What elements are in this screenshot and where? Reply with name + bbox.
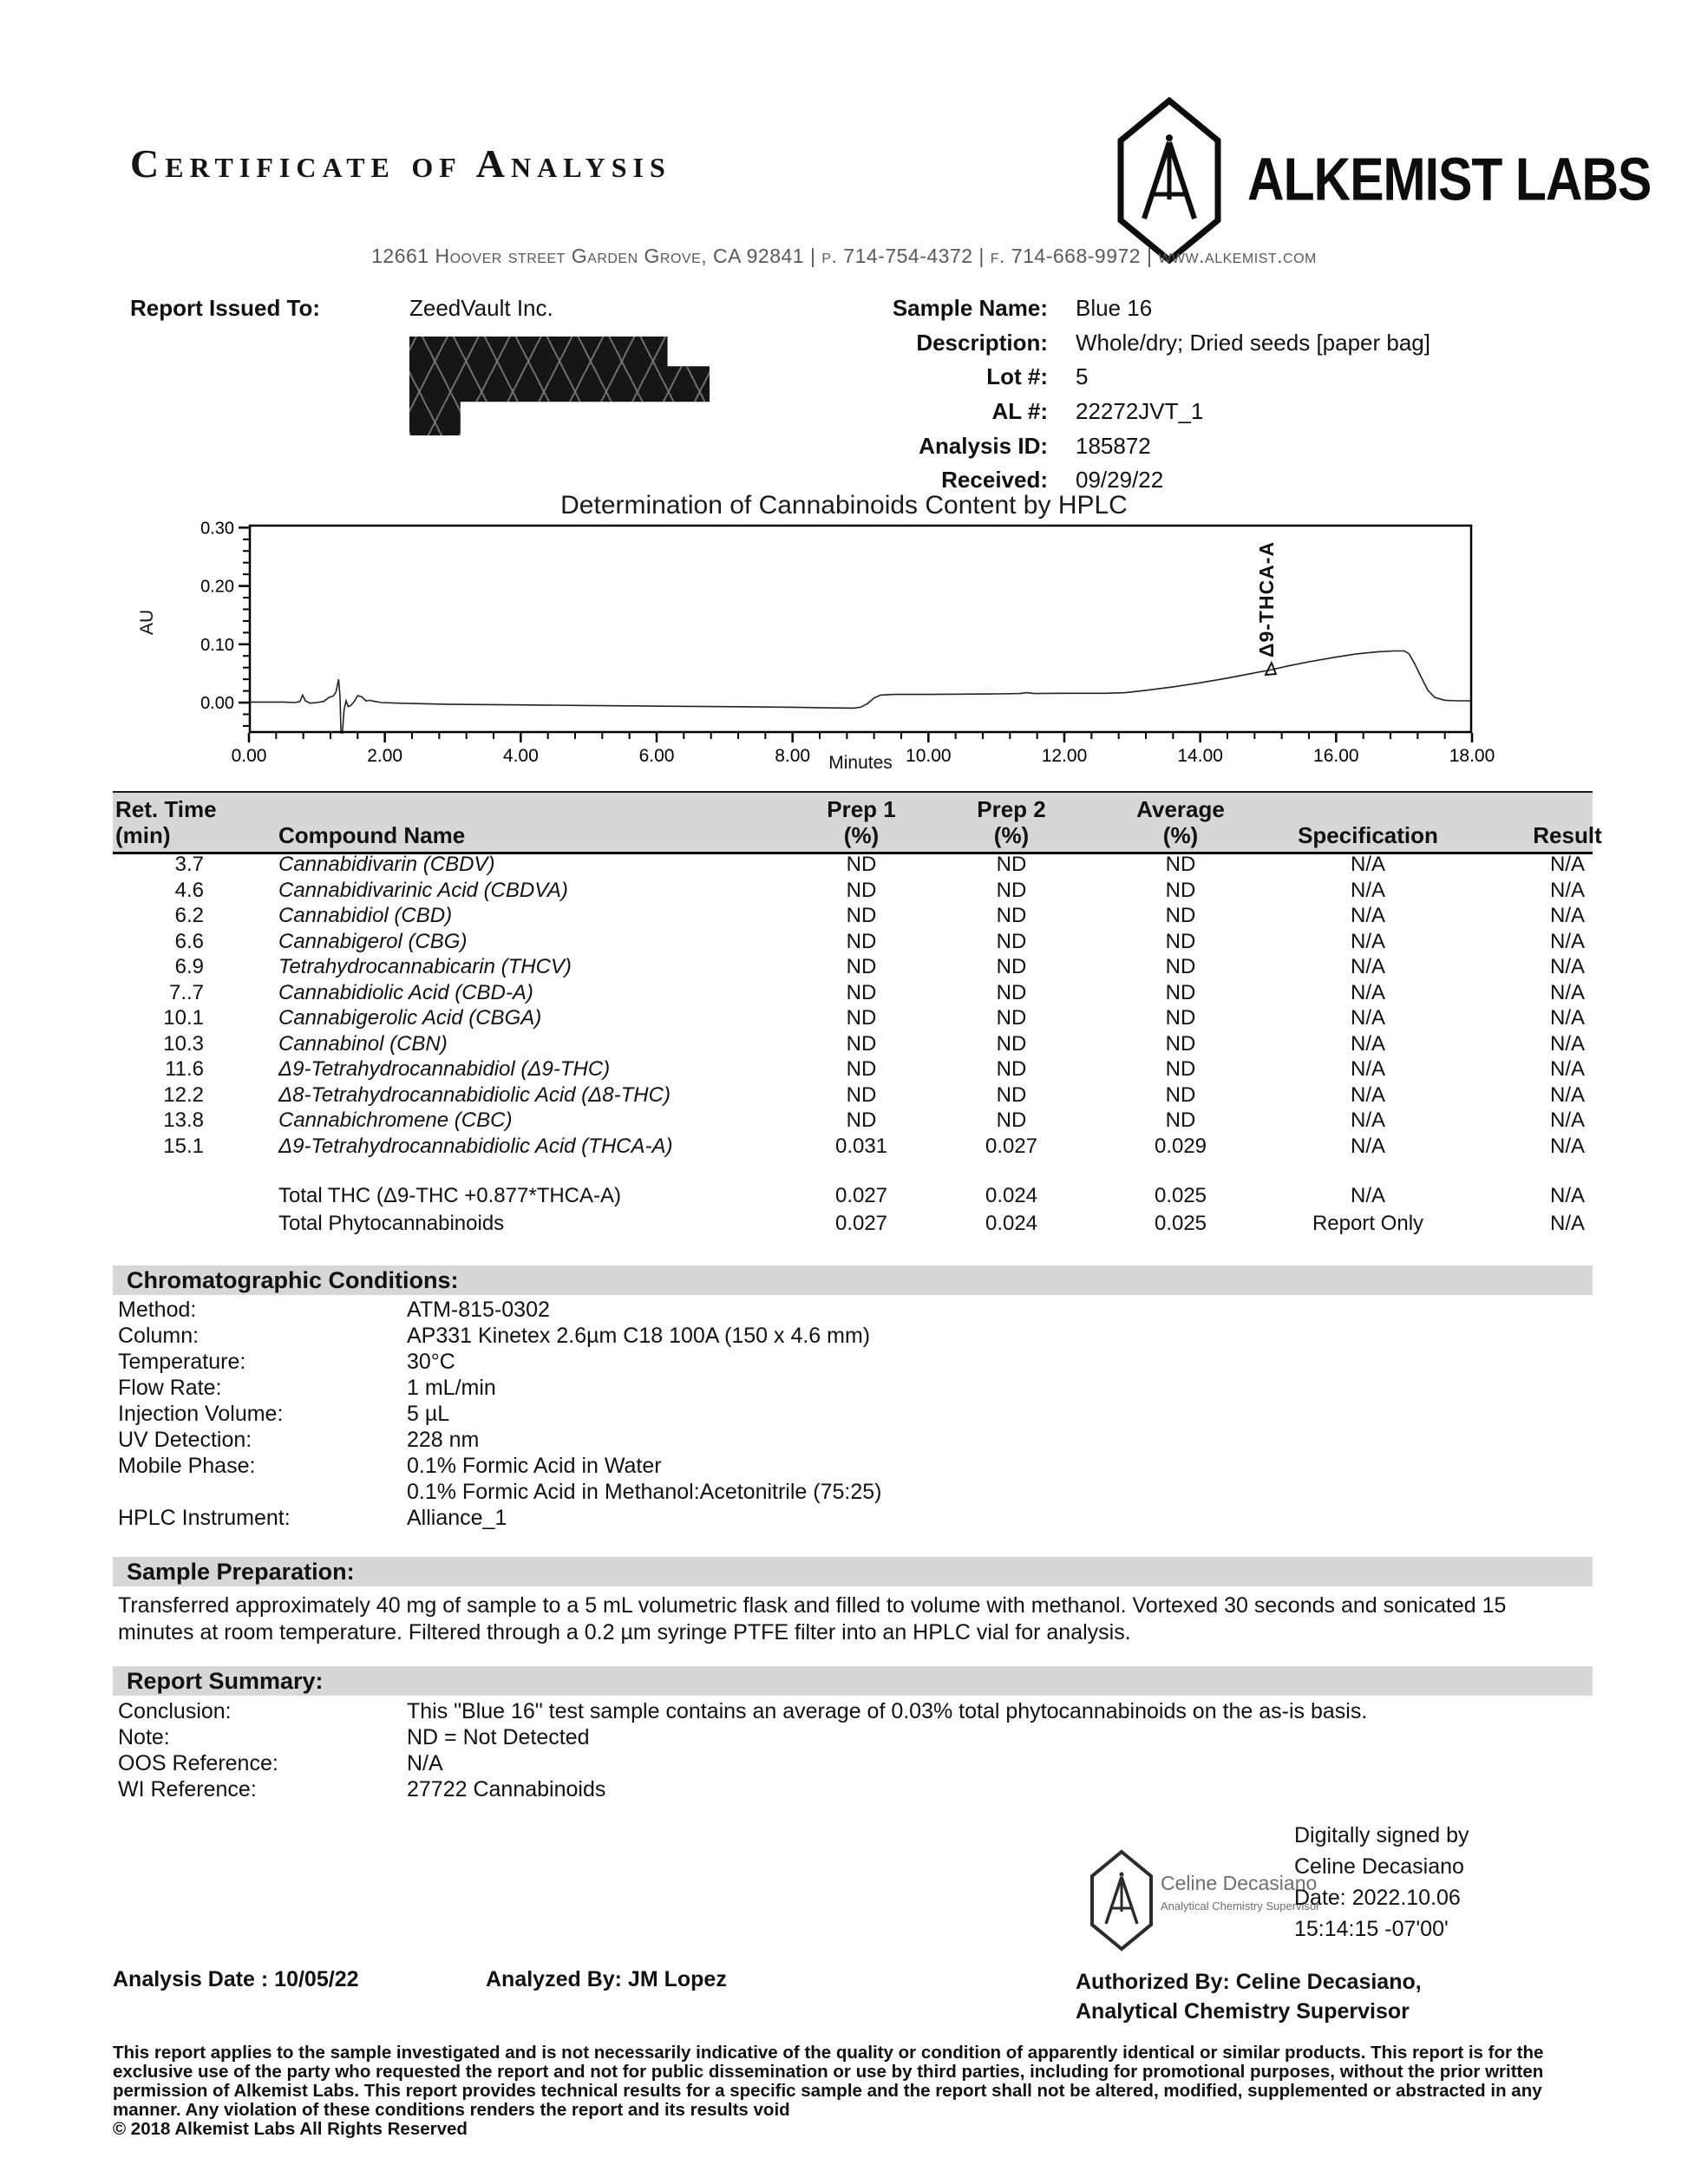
summary-row xyxy=(118,1777,605,1802)
ret-time: 15.1 xyxy=(163,1134,204,1158)
average-value: ND xyxy=(1165,1082,1196,1107)
specification-value: N/A xyxy=(1350,980,1385,1004)
compound-name: Δ8-Tetrahydrocannabidiolic Acid (Δ8-THC) xyxy=(278,1082,671,1107)
ret-time: 12.2 xyxy=(163,1082,204,1107)
prep1-value: ND xyxy=(846,929,877,953)
summary-label: Conclusion: xyxy=(118,1699,232,1723)
field-label: Sample Name: xyxy=(892,295,1048,321)
ret-time: 7..7 xyxy=(168,980,204,1004)
issued-to-value: ZeedVault Inc. xyxy=(409,295,553,321)
prep1-value: ND xyxy=(846,1082,877,1107)
svg-text:0.10: 0.10 xyxy=(200,635,234,655)
specification-value: N/A xyxy=(1350,1134,1385,1158)
svg-text:10.00: 10.00 xyxy=(906,746,952,766)
summary-value: 27722 Cannabinoids xyxy=(407,1777,606,1801)
prep2-value: ND xyxy=(996,1006,1027,1030)
condition-row xyxy=(118,1480,881,1505)
ret-time: 10.1 xyxy=(163,1006,204,1030)
prep2-value: ND xyxy=(996,955,1027,978)
prep1-value: ND xyxy=(846,1108,877,1132)
total-label: Total THC (Δ9-THC +0.877*THCA-A) xyxy=(278,1184,622,1207)
prep1-value: 0.027 xyxy=(834,1184,888,1207)
col-header-prep1: Prep 1 xyxy=(827,796,896,822)
report-summary-section-header: Report Summary: xyxy=(113,1666,1593,1696)
table-row xyxy=(113,1056,1601,1082)
average-value: ND xyxy=(1165,1057,1196,1081)
prep2-value: 0.024 xyxy=(985,1184,1038,1207)
result-value: N/A xyxy=(1549,929,1585,953)
result-value: N/A xyxy=(1549,1212,1585,1235)
average-value: 0.025 xyxy=(1154,1184,1207,1207)
ret-time: 10.3 xyxy=(163,1031,204,1056)
summary-value: N/A xyxy=(407,1751,443,1775)
specification-value: N/A xyxy=(1350,853,1385,876)
ret-time: 4.6 xyxy=(174,878,204,902)
condition-label: Method: xyxy=(118,1298,197,1322)
prep2-value: ND xyxy=(996,1031,1027,1056)
ret-time: 6.6 xyxy=(174,929,204,953)
average-value: 0.025 xyxy=(1154,1212,1207,1235)
digital-signature-line: Digitally signed by xyxy=(1294,1823,1469,1847)
result-value: N/A xyxy=(1549,1057,1585,1081)
digital-signature-line: Celine Decasiano xyxy=(1294,1854,1464,1879)
summary-row xyxy=(118,1699,1367,1724)
condition-value: 1 mL/min xyxy=(407,1376,496,1400)
ret-time: 11.6 xyxy=(165,1057,204,1081)
condition-value: 30°C xyxy=(407,1350,455,1374)
summary-label: OOS Reference: xyxy=(118,1751,278,1775)
x-axis-label: Minutes xyxy=(828,753,893,773)
page-title: Certificate of Analysis xyxy=(130,141,671,186)
prep2-value: ND xyxy=(996,980,1027,1004)
condition-row xyxy=(118,1298,550,1323)
table-row xyxy=(113,1082,1601,1108)
condition-value: ATM-815-0302 xyxy=(407,1298,550,1322)
table-row xyxy=(113,1005,1601,1031)
authorized-by-line1: Authorized By: Celine Decasiano, xyxy=(1076,1970,1422,1994)
signature-seal-icon xyxy=(1089,1849,1154,1952)
y-axis-label: AU xyxy=(137,609,157,635)
specification-value: N/A xyxy=(1350,929,1385,953)
table-row xyxy=(113,1031,1601,1057)
prep1-value: ND xyxy=(846,878,877,902)
authorized-by-line2: Analytical Chemistry Supervisor xyxy=(1076,1999,1410,2024)
svg-text:8.00: 8.00 xyxy=(775,746,811,766)
specification-value: N/A xyxy=(1350,1057,1385,1081)
condition-label: Flow Rate: xyxy=(118,1376,222,1400)
condition-row xyxy=(118,1324,870,1349)
compound-name: Cannabigerolic Acid (CBGA) xyxy=(278,1006,542,1030)
svg-text:0.30: 0.30 xyxy=(200,519,234,539)
field-value: 5 xyxy=(1076,363,1089,389)
compound-name: Cannabidivarinic Acid (CBDVA) xyxy=(278,878,568,902)
average-value: ND xyxy=(1165,853,1196,876)
svg-text:12.00: 12.00 xyxy=(1041,746,1088,766)
summary-label: Note: xyxy=(118,1725,170,1749)
prep2-value: 0.024 xyxy=(985,1212,1038,1235)
prep2-value: ND xyxy=(996,878,1027,902)
condition-value: 228 nm xyxy=(407,1428,480,1452)
svg-text:16.00: 16.00 xyxy=(1313,746,1359,766)
redacted-address-block xyxy=(409,337,710,435)
analysis-date: Analysis Date : 10/05/22 xyxy=(113,1967,359,1991)
prep1-value: 0.027 xyxy=(834,1212,888,1235)
field-value: 22272JVT_1 xyxy=(1076,398,1204,424)
result-value: N/A xyxy=(1549,1031,1585,1056)
condition-value: Alliance_1 xyxy=(407,1506,507,1530)
condition-row xyxy=(118,1428,479,1453)
table-row xyxy=(113,878,1601,904)
condition-row xyxy=(118,1506,507,1531)
svg-text:6.00: 6.00 xyxy=(638,746,675,766)
table-row xyxy=(113,1108,1601,1134)
results-table-header xyxy=(113,791,1602,854)
field-value: Blue 16 xyxy=(1076,295,1153,321)
prep2-value: ND xyxy=(996,904,1027,927)
specification-value: Report Only xyxy=(1312,1212,1424,1235)
field-value: 09/29/22 xyxy=(1076,467,1164,493)
field-value: Whole/dry; Dried seeds [paper bag] xyxy=(1076,330,1430,356)
conditions-section-header: Chromatographic Conditions: xyxy=(113,1265,1593,1295)
signer-name: Celine Decasiano xyxy=(1161,1872,1318,1894)
digital-signature-line: Date: 2022.10.06 xyxy=(1294,1886,1461,1910)
table-row xyxy=(113,980,1601,1006)
average-value: ND xyxy=(1165,929,1196,953)
col-header-pct: (%) xyxy=(1162,822,1199,848)
signer-title: Analytical Chemistry Supervisor xyxy=(1161,1900,1320,1913)
result-value: N/A xyxy=(1549,878,1585,902)
compound-name: Tetrahydrocannabicarin (THCV) xyxy=(278,955,572,978)
average-value: ND xyxy=(1165,1031,1196,1056)
average-value: 0.029 xyxy=(1154,1134,1207,1158)
alkemist-logo-icon xyxy=(1117,97,1221,264)
table-row xyxy=(113,852,1601,878)
condition-row xyxy=(118,1350,455,1375)
compound-name: Cannabigerol (CBG) xyxy=(278,929,468,953)
svg-text:18.00: 18.00 xyxy=(1449,746,1495,766)
sample-prep-section-header: Sample Preparation: xyxy=(113,1557,1593,1586)
specification-value: N/A xyxy=(1350,1082,1385,1107)
sample-prep-text: Transferred approximately 40 mg of sample to a 5 mL volumetric flask and filled to volume with methanol. Vortexed 30 seconds and sonicated 15 minutes at room temperature. Filtered through a 0.2 µm syringe PTFE filter into an HPLC vial for analysis. xyxy=(118,1593,1507,1645)
condition-label: Column: xyxy=(118,1324,200,1348)
prep2-value: 0.027 xyxy=(985,1134,1038,1158)
result-value: N/A xyxy=(1549,1134,1585,1158)
condition-value: 5 µL xyxy=(407,1402,450,1426)
condition-value: 0.1% Formic Acid in Methanol:Acetonitrile (75:25) xyxy=(407,1480,882,1504)
condition-label: Injection Volume: xyxy=(118,1402,284,1426)
totals-row xyxy=(113,1183,1601,1209)
ret-time: 13.8 xyxy=(163,1108,204,1132)
lab-address: 12661 Hoover street Garden Grove, CA 92841 | p. 714-754-4372 | f. 714-668-9972 | www.alkemist.com xyxy=(371,245,1317,267)
specification-value: N/A xyxy=(1350,1031,1385,1056)
table-row xyxy=(113,954,1601,980)
disclaimer-text: This report applies to the sample investigated and is not necessarily indicative of the quality or condition of apparently identical or similar products. This report is for the exclusive use of the party who requested the report and not for public dissemination or use by third parties, including for promotional purposes, without the prior written permission of Alkemist Labs. This report provides technical results for a specific sample and the report shall not be altered, modified, supplemented or abstracted in any manner. Any violation of these conditions renders the report and its results void xyxy=(113,2043,1544,2120)
condition-row xyxy=(118,1402,449,1427)
svg-text:2.00: 2.00 xyxy=(367,746,403,766)
prep1-value: ND xyxy=(846,1031,877,1056)
prep1-value: ND xyxy=(846,904,877,927)
col-header-prep2: Prep 2 xyxy=(977,796,1046,822)
condition-label: UV Detection: xyxy=(118,1428,252,1452)
result-value: N/A xyxy=(1549,853,1585,876)
prep1-value: ND xyxy=(846,853,877,876)
field-label: Analysis ID: xyxy=(919,433,1048,459)
field-label: Lot #: xyxy=(986,363,1048,389)
compound-name: Cannabichromene (CBC) xyxy=(278,1108,513,1132)
col-header-average: Average xyxy=(1136,796,1225,822)
svg-text:Δ9-THCA-A: Δ9-THCA-A xyxy=(1254,540,1278,658)
table-row xyxy=(113,903,1601,929)
condition-label: Mobile Phase: xyxy=(118,1454,256,1478)
result-value: N/A xyxy=(1549,955,1585,978)
table-row xyxy=(113,1134,1601,1160)
prep1-value: ND xyxy=(846,955,877,978)
col-header-pct: (%) xyxy=(993,822,1030,848)
prep2-value: ND xyxy=(996,1057,1027,1081)
prep2-value: ND xyxy=(996,1082,1027,1107)
condition-row xyxy=(118,1454,662,1479)
condition-row xyxy=(118,1376,496,1401)
result-value: N/A xyxy=(1549,1184,1585,1207)
average-value: ND xyxy=(1165,1108,1196,1132)
specification-value: N/A xyxy=(1350,1184,1385,1207)
footer-disclaimer xyxy=(113,2043,1587,2139)
total-label: Total Phytocannabinoids xyxy=(278,1212,505,1235)
svg-text:0.00: 0.00 xyxy=(231,746,267,766)
specification-value: N/A xyxy=(1350,1006,1385,1030)
condition-label: Temperature: xyxy=(118,1350,246,1374)
ret-time: 6.9 xyxy=(174,955,204,978)
col-header-compound: Compound Name xyxy=(278,822,466,848)
summary-row xyxy=(118,1725,590,1750)
prep2-value: ND xyxy=(996,1108,1027,1132)
table-row xyxy=(113,929,1601,955)
col-header-ret-time: Ret. Time xyxy=(115,796,217,822)
col-header-pct: (%) xyxy=(843,822,880,848)
svg-text:14.00: 14.00 xyxy=(1177,746,1223,766)
result-value: N/A xyxy=(1549,1108,1585,1132)
result-value: N/A xyxy=(1549,980,1585,1004)
prep1-value: ND xyxy=(846,1057,877,1081)
result-value: N/A xyxy=(1549,1006,1585,1030)
specification-value: N/A xyxy=(1350,955,1385,978)
summary-row xyxy=(118,1751,443,1776)
average-value: ND xyxy=(1165,878,1196,902)
compound-name: Cannabidiol (CBD) xyxy=(278,904,453,927)
chart-title: Determination of Cannabinoids Content by HPLC xyxy=(560,491,1128,520)
compound-name: Cannabidiolic Acid (CBD-A) xyxy=(278,980,533,1004)
compound-name: Cannabinol (CBN) xyxy=(278,1031,448,1056)
prep1-value: 0.031 xyxy=(834,1134,888,1158)
col-header-result: Result xyxy=(1533,822,1602,848)
condition-label: HPLC Instrument: xyxy=(118,1506,291,1530)
digital-signature-line: 15:14:15 -07'00' xyxy=(1294,1917,1449,1941)
result-value: N/A xyxy=(1549,904,1585,927)
brand-name: ALKEMIST LABS xyxy=(1247,146,1652,214)
svg-text:4.00: 4.00 xyxy=(502,746,539,766)
average-value: ND xyxy=(1165,980,1196,1004)
average-value: ND xyxy=(1165,1006,1196,1030)
field-value: 185872 xyxy=(1076,433,1151,459)
summary-label: WI Reference: xyxy=(118,1777,257,1801)
svg-text:0.20: 0.20 xyxy=(200,577,234,597)
summary-value: ND = Not Detected xyxy=(407,1725,590,1749)
condition-value: 0.1% Formic Acid in Water xyxy=(407,1454,662,1478)
specification-value: N/A xyxy=(1350,1108,1385,1132)
compound-name: Δ9-Tetrahydrocannabidiol (Δ9-THC) xyxy=(278,1057,611,1081)
copyright-text: © 2018 Alkemist Labs All Rights Reserved xyxy=(113,2119,468,2139)
col-header-min: (min) xyxy=(115,822,171,848)
average-value: ND xyxy=(1165,955,1196,978)
condition-value: AP331 Kinetex 2.6µm C18 100A (150 x 4.6 mm) xyxy=(407,1324,871,1348)
compound-name: Δ9-Tetrahydrocannabidiolic Acid (THCA-A) xyxy=(278,1134,673,1158)
field-label: Received: xyxy=(941,467,1048,493)
field-label: Description: xyxy=(916,330,1048,356)
average-value: ND xyxy=(1165,904,1196,927)
prep2-value: ND xyxy=(996,929,1027,953)
compound-name: Cannabidivarin (CBDV) xyxy=(278,853,495,876)
result-value: N/A xyxy=(1549,1082,1585,1107)
ret-time: 3.7 xyxy=(174,853,204,876)
analyzed-by: Analyzed By: JM Lopez xyxy=(486,1967,727,1991)
summary-value: This "Blue 16" test sample contains an average of 0.03% total phytocannabinoids on the as-is basis. xyxy=(407,1699,1368,1723)
issued-to-label: Report Issued To: xyxy=(130,295,321,321)
prep1-value: ND xyxy=(846,980,877,1004)
ret-time: 6.2 xyxy=(174,904,204,927)
specification-value: N/A xyxy=(1350,904,1385,927)
col-header-specification: Specification xyxy=(1298,822,1438,848)
svg-text:0.00: 0.00 xyxy=(200,694,234,714)
prep2-value: ND xyxy=(996,853,1027,876)
totals-row xyxy=(113,1211,1601,1237)
prep1-value: ND xyxy=(846,1006,877,1030)
field-label: AL #: xyxy=(991,398,1048,424)
specification-value: N/A xyxy=(1350,878,1385,902)
